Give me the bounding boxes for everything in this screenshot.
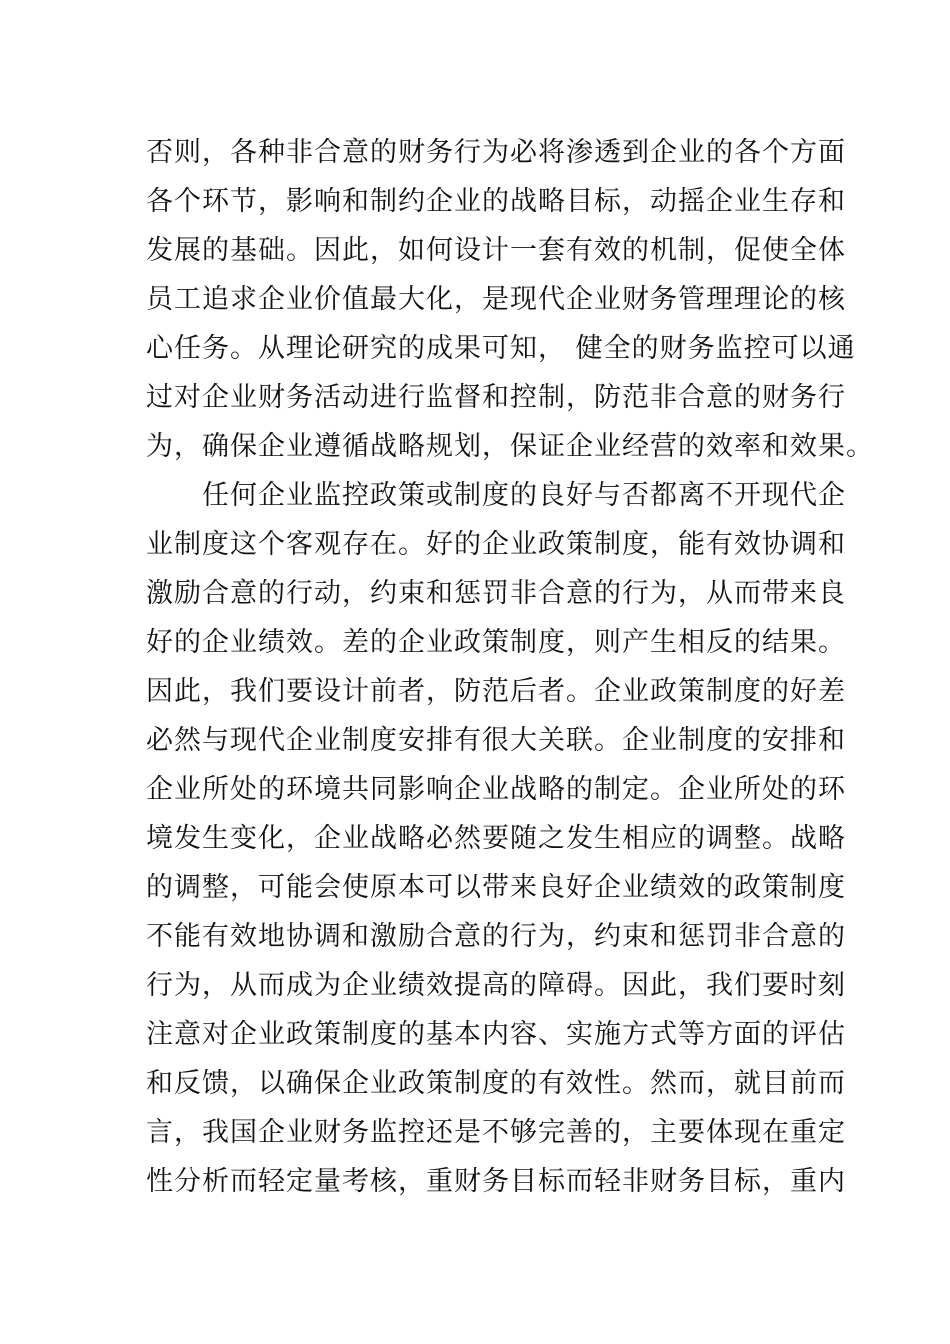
text-line: 任何企业监控政策或制度的良好与否都离不开现代企: [146, 480, 846, 511]
text-line: 好的企业绩效。差的企业政策制度，则产生相反的结果。: [146, 627, 846, 658]
text-line: 为，确保企业遵循战略规划，保证企业经营的效率和效果。: [146, 431, 874, 462]
text-line: 行为，从而成为企业绩效提高的障碍。因此，我们要时刻: [146, 970, 846, 1001]
document-body: [146, 128, 874, 1206]
text-line: 发展的基础。因此，如何设计一套有效的机制，促使全体: [146, 235, 846, 266]
text-line: 境发生变化，企业战略必然要随之发生相应的调整。战略: [146, 823, 846, 854]
text-line: 激励合意的行动，约束和惩罚非合意的行为，从而带来良: [146, 578, 846, 609]
text-line: 必然与现代企业制度安排有很大关联。企业制度的安排和: [146, 725, 846, 756]
text-line: 因此，我们要设计前者，防范后者。企业政策制度的好差: [146, 676, 846, 707]
text-line: 和反馈，以确保企业政策制度的有效性。然而，就目前而: [146, 1068, 846, 1099]
text-line: 言，我国企业财务监控还是不够完善的，主要体现在重定: [146, 1117, 846, 1148]
text-line: 否则，各种非合意的财务行为必将渗透到企业的各个方面: [146, 137, 846, 168]
text-line: 性分析而轻定量考核，重财务目标而轻非财务目标，重内: [146, 1166, 846, 1197]
paragraph-1: [146, 128, 874, 471]
text-line: 企业所处的环境共同影响企业战略的制定。企业所处的环: [146, 774, 846, 805]
text-line: 各个环节，影响和制约企业的战略目标，动摇企业生存和: [146, 186, 846, 217]
text-line: 员工追求企业价值最大化，是现代企业财务管理理论的核: [146, 284, 846, 315]
text-line: 心任务。从理论研究的成果可知， 健全的财务监控可以通: [146, 333, 856, 364]
text-line: 的调整，可能会使原本可以带来良好企业绩效的政策制度: [146, 872, 846, 903]
text-line: 注意对企业政策制度的基本内容、实施方式等方面的评估: [146, 1019, 846, 1050]
paragraph-2: [146, 471, 846, 1206]
text-line: 过对企业财务活动进行监督和控制，防范非合意的财务行: [146, 382, 846, 413]
text-line: 业制度这个客观存在。好的企业政策制度，能有效协调和: [146, 529, 846, 560]
text-line: 不能有效地协调和激励合意的行为，约束和惩罚非合意的: [146, 921, 846, 952]
